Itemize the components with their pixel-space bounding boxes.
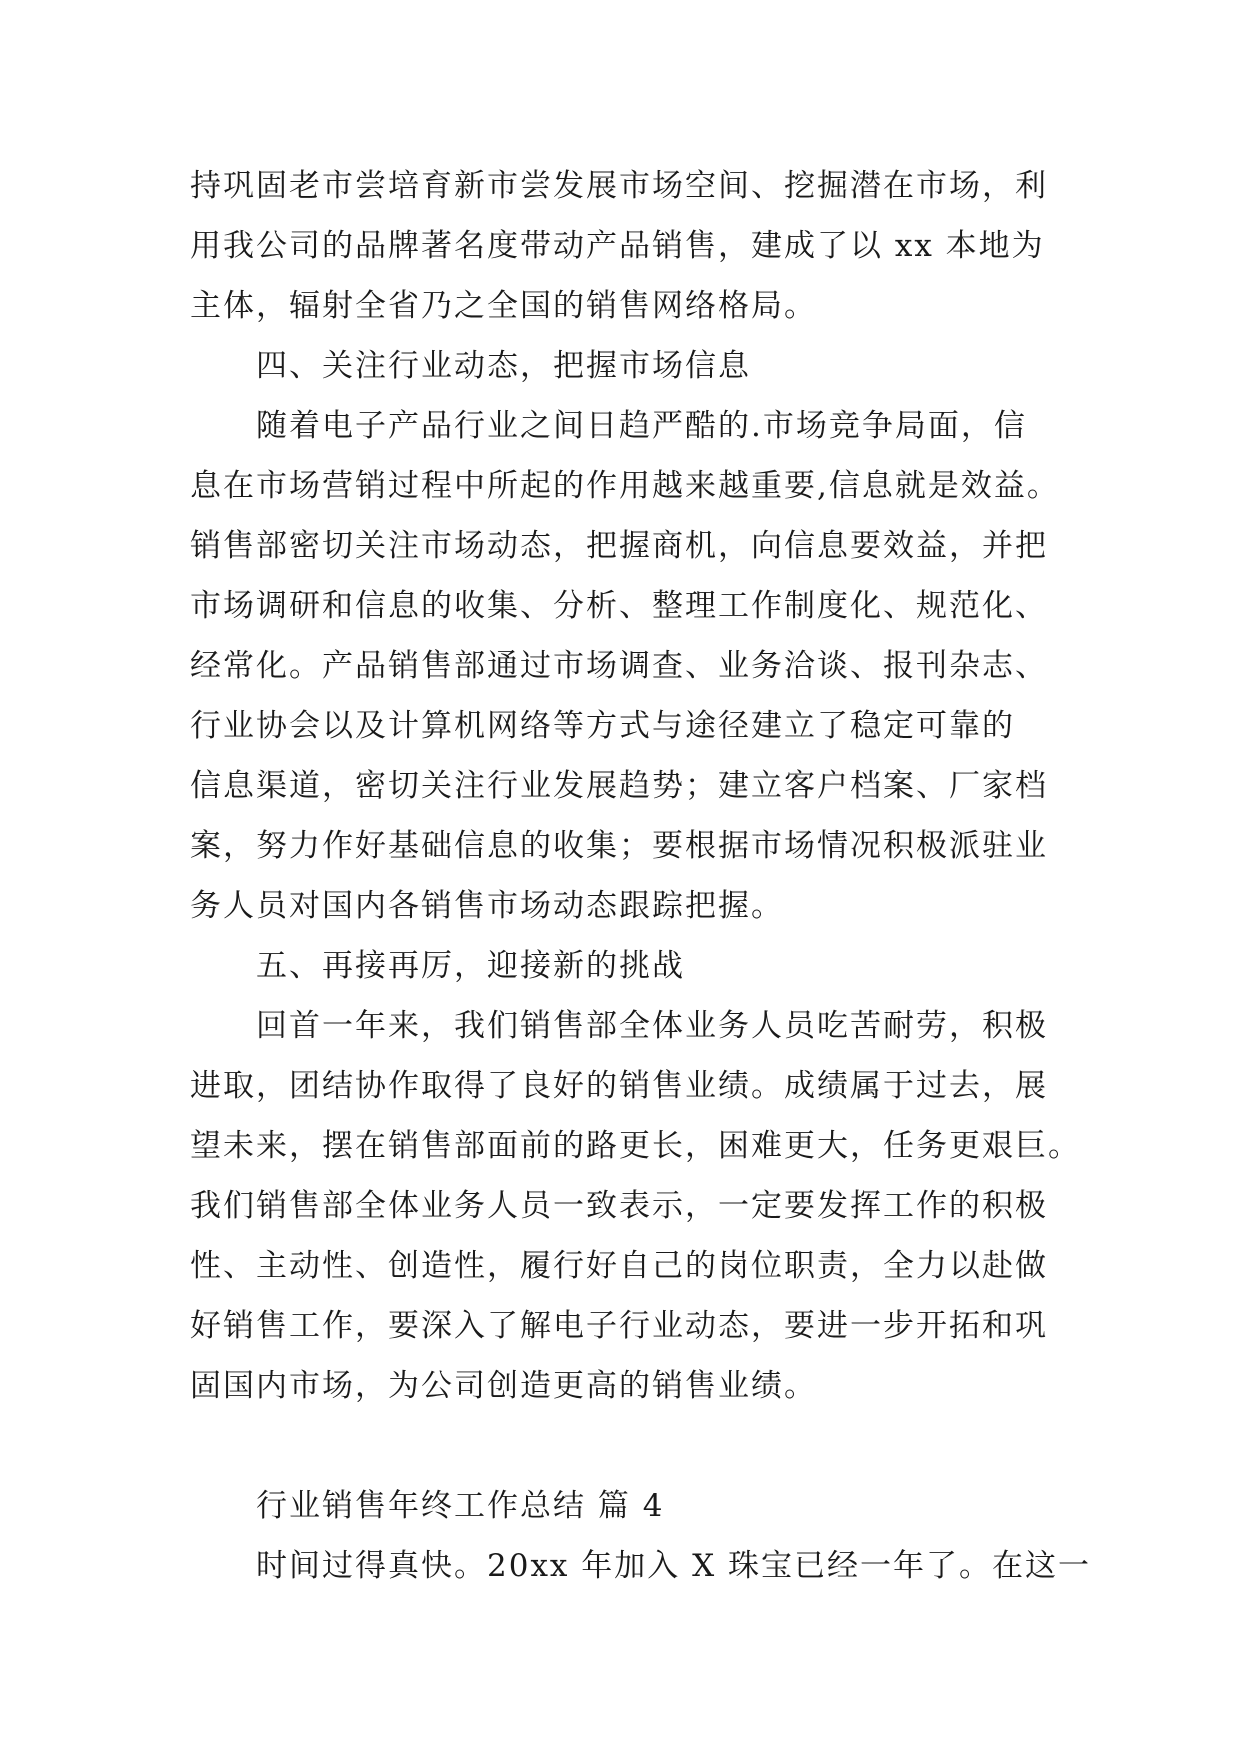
- paragraph-line: 行业协会以及计算机网络等方式与途径建立了稳定可靠的: [190, 708, 1015, 744]
- paragraph-line: 时间过得真快。20xx 年加入 X 珠宝已经一年了。在这一: [256, 1548, 1092, 1584]
- paragraph-line: 信息渠道，密切关注行业发展趋势；建立客户档案、厂家档: [190, 768, 1048, 804]
- paragraph-line: 好销售工作，要深入了解电子行业动态，要进一步开拓和巩: [190, 1308, 1048, 1344]
- paragraph-line: 务人员对国内各销售市场动态跟踪把握。: [190, 888, 784, 924]
- section-heading: 四、关注行业动态，把握市场信息: [256, 348, 751, 384]
- paragraph-line: 固国内市场，为公司创造更高的销售业绩。: [190, 1368, 817, 1404]
- paragraph-line: 案，努力作好基础信息的收集；要根据市场情况积极派驻业: [190, 828, 1048, 864]
- paragraph-line: 我们销售部全体业务人员一致表示，一定要发挥工作的积极: [190, 1188, 1048, 1224]
- paragraph-line: 用我公司的品牌著名度带动产品销售，建成了以 xx 本地为: [190, 228, 1045, 264]
- paragraph-line: 销售部密切关注市场动态，把握商机，向信息要效益，并把: [190, 528, 1048, 564]
- paragraph-line: 经常化。产品销售部通过市场调查、业务洽谈、报刊杂志、: [190, 648, 1048, 684]
- paragraph-line: 性、主动性、创造性，履行好自己的岗位职责，全力以赴做: [190, 1248, 1048, 1284]
- paragraph-line: 回首一年来，我们销售部全体业务人员吃苦耐劳，积极: [256, 1008, 1048, 1044]
- paragraph-line: 望未来，摆在销售部面前的路更长，困难更大，任务更艰巨。: [190, 1128, 1081, 1164]
- paragraph-line: 息在市场营销过程中所起的作用越来越重要,信息就是效益。: [190, 468, 1060, 504]
- article-title: 行业销售年终工作总结 篇 4: [256, 1488, 665, 1524]
- paragraph-line: 市场调研和信息的收集、分析、整理工作制度化、规范化、: [190, 588, 1048, 624]
- paragraph-line: 持巩固老市尝培育新市尝发展市场空间、挖掘潜在市场，利: [190, 168, 1048, 204]
- section-heading: 五、再接再厉，迎接新的挑战: [256, 948, 685, 984]
- paragraph-line: 进取，团结协作取得了良好的销售业绩。成绩属于过去，展: [190, 1068, 1048, 1104]
- paragraph-line: 随着电子产品行业之间日趋严酷的.市场竞争局面，信: [256, 408, 1027, 444]
- paragraph-line: 主体，辐射全省乃之全国的销售网络格局。: [190, 288, 817, 324]
